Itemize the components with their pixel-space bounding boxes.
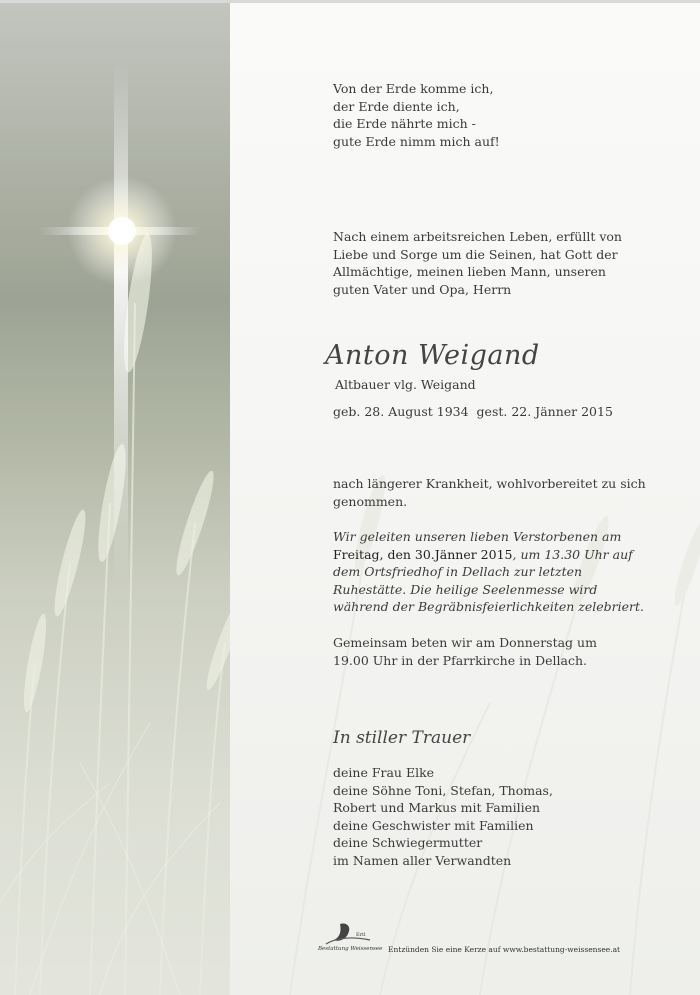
life-dates	[333, 404, 617, 419]
logo-small-text: Ertl	[356, 932, 366, 938]
poem-line: Von der Erde komme ich,	[333, 81, 494, 96]
wheat-illustration	[0, 3, 230, 995]
candle-link-text[interactable]: Entzünden Sie eine Kerze auf www.bestattung-weissensee.at	[388, 945, 621, 954]
mourners-list	[333, 764, 663, 869]
prayer-line: Gemeinsam beten wir am Donnerstag um	[333, 635, 597, 650]
poem-line: der Erde diente ich,	[333, 98, 460, 114]
intro-line: guten Vater und Opa, Herrn	[333, 281, 512, 297]
deceased-occupation: Altbauer vlg. Weigand	[335, 377, 476, 392]
poem-line: die Erde nährte mich -	[333, 116, 476, 131]
funeral-line	[333, 546, 663, 564]
mourner: deine Söhne Toni, Stefan, Thomas,	[333, 782, 553, 798]
deceased-name: Anton Weigand	[325, 340, 540, 371]
passing-line: nach längerer Krankheit, wohlvorbereitet zu sich	[333, 476, 646, 491]
footer	[318, 920, 658, 960]
prayer-line: 19.00 Uhr in der Pfarrkirche in Dellach.	[333, 652, 587, 668]
mourner: deine Frau Elke	[333, 765, 435, 780]
wheat-cross-photo	[0, 3, 230, 995]
mourner: Robert und Markus mit Familien	[333, 800, 541, 815]
funeral-info	[333, 528, 663, 616]
mourning-title: In stiller Trauer	[333, 728, 471, 748]
funeral-date: Freitag, den 30.Jänner 2015	[333, 546, 513, 562]
mourner: im Namen aller Verwandten	[333, 852, 512, 868]
passing-line: genommen.	[333, 493, 408, 509]
funeral-line: dem Ortsfriedhof in Dellach zur letzten	[333, 564, 583, 579]
logo-text: Bestattung Weissensee	[318, 946, 383, 952]
funeral-line: Ruhestätte. Die heilige Seelenmesse wird	[333, 581, 598, 597]
mourner: deine Geschwister mit Familien	[333, 817, 534, 833]
funeral-line: Wir geleiten unseren lieben Verstorbenen am	[333, 529, 622, 544]
prayer-info	[333, 634, 663, 669]
death-date: gest. 22. Jänner 2015	[476, 404, 613, 419]
funeral-line: während der Begräbnisfeierlichkeiten zelebriert.	[333, 599, 645, 614]
funeral-home-logo-icon	[318, 920, 378, 948]
funeral-time: , um 13.30 Uhr auf	[512, 546, 633, 562]
mourner: deine Schwiegermutter	[333, 835, 483, 850]
birth-date: geb. 28. August 1934	[333, 404, 469, 419]
intro-line: Liebe und Sorge um die Seinen, hat Gott der	[333, 246, 618, 262]
intro-line: Nach einem arbeitsreichen Leben, erfüllt von	[333, 229, 622, 244]
poem-line: gute Erde nimm mich auf!	[333, 133, 500, 149]
intro-line: Allmächtige, meinen lieben Mann, unseren	[333, 264, 606, 279]
intro-text	[333, 228, 663, 298]
passing-text	[333, 475, 663, 510]
poem	[333, 80, 663, 150]
